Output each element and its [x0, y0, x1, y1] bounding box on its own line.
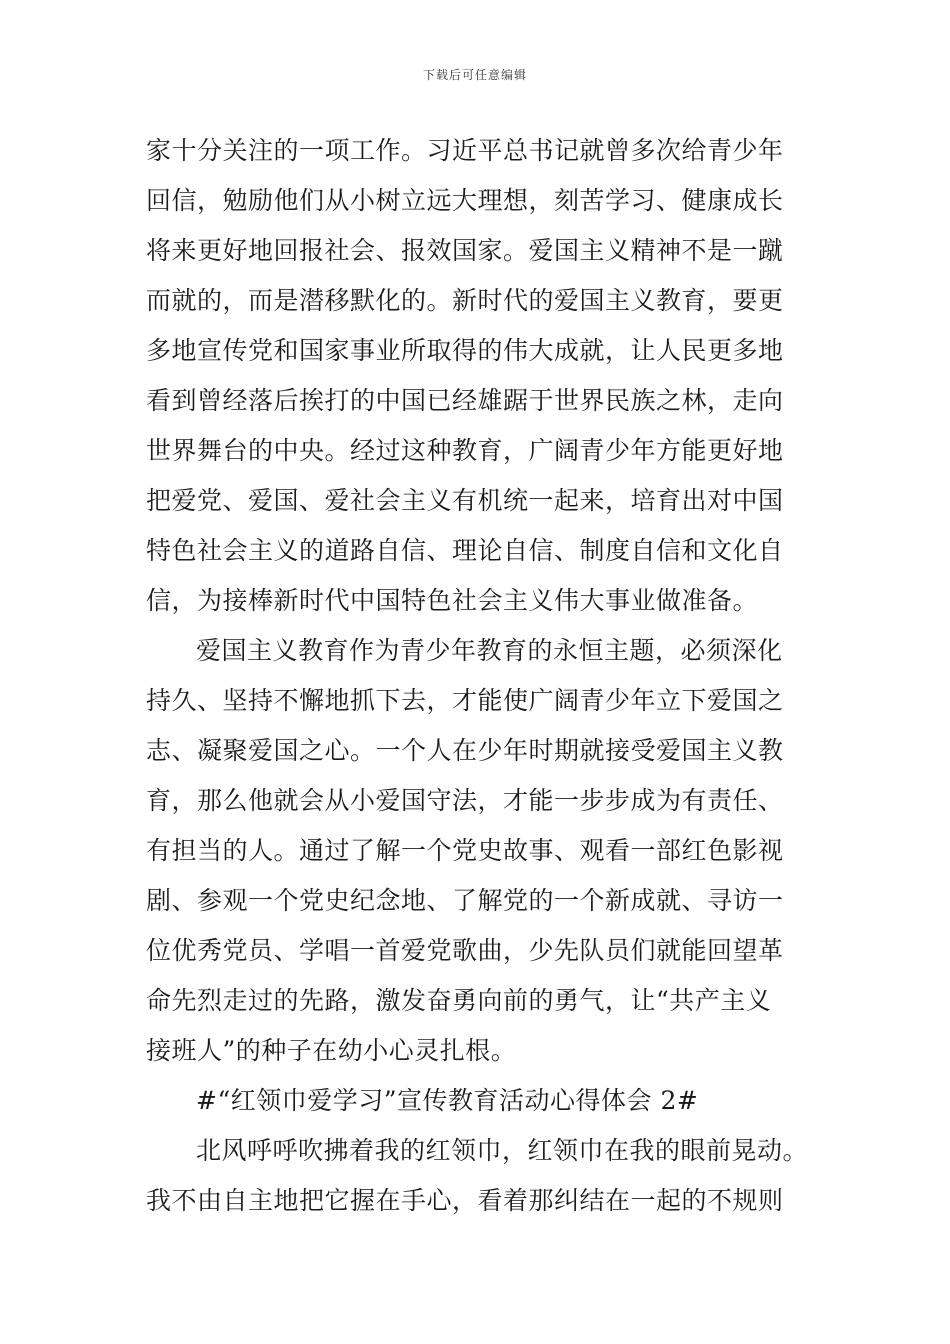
- text-line: 世界舞台的中央。经过这种教育，广阔青少年方能更好地: [146, 436, 784, 465]
- paragraph-start-line: 爱国主义教育作为青少年教育的永恒主题，必须深化: [196, 636, 783, 665]
- text-line: 剧、参观一个党史纪念地、了解党的一个新成就、寻访一: [146, 886, 784, 915]
- text-line: 有担当的人。通过了解一个党史故事、观看一部红色影视: [146, 836, 784, 865]
- text-line: 特色社会主义的道路自信、理论自信、制度自信和文化自: [146, 536, 784, 565]
- text-line: 将来更好地回报社会、报效国家。爱国主义精神不是一蹴: [146, 236, 784, 265]
- text-line: 命先烈走过的先路，激发奋勇向前的勇气，让“共产主义: [146, 986, 772, 1015]
- text-line: 位优秀党员、学唱一首爱党歌曲，少先队员们就能回望革: [146, 936, 784, 965]
- text-line: 我不由自主地把它握在手心，看着那纠结在一起的不规则: [146, 1186, 784, 1215]
- text-line: 而就的，而是潜移默化的。新时代的爱国主义教育，要更: [146, 286, 784, 315]
- text-line: 信，为接棒新时代中国特色社会主义伟大事业做准备。: [146, 586, 759, 615]
- page-header: 下载后可任意编辑: [422, 68, 527, 82]
- paragraph-start-line: 北风呼呼吹拂着我的红领巾，红领巾在我的眼前晃动。: [196, 1136, 809, 1165]
- document-body: [146, 126, 846, 1226]
- text-line: 回信，勉励他们从小树立远大理想，刻苦学习、健康成长: [146, 186, 784, 215]
- section-heading: #“红领巾爱学习”宣传教育活动心得体会 2#: [196, 1086, 699, 1115]
- text-line: 接班人”的种子在幼小心灵扎根。: [146, 1036, 517, 1065]
- text-line: 持久、坚持不懈地抓下去，才能使广阔青少年立下爱国之: [146, 686, 784, 715]
- text-line: 多地宣传党和国家事业所取得的伟大成就，让人民更多地: [146, 336, 784, 365]
- text-line: 家十分关注的一项工作。习近平总书记就曾多次给青少年: [146, 136, 784, 165]
- text-line: 把爱党、爱国、爱社会主义有机统一起来，培育出对中国: [146, 486, 784, 515]
- text-line: 志、凝聚爱国之心。一个人在少年时期就接受爱国主义教: [146, 736, 784, 765]
- text-line: 看到曾经落后挨打的中国已经雄踞于世界民族之林，走向: [146, 386, 784, 415]
- text-line: 育，那么他就会从小爱国守法，才能一步步成为有责任、: [146, 786, 784, 815]
